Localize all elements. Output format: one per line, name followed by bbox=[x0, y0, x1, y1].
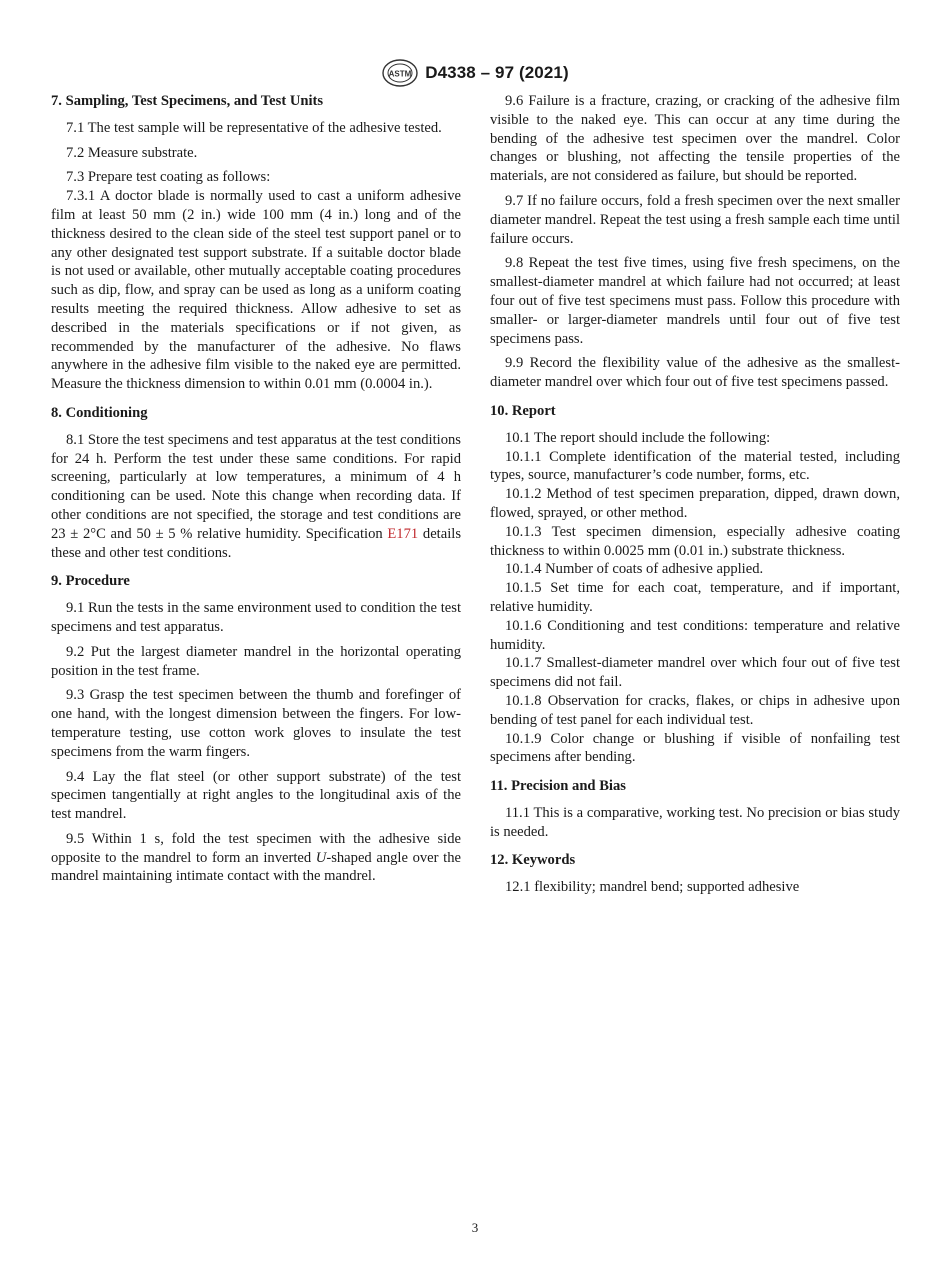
paragraph: 9.4 Lay the flat steel (or other support substrate) of the test specimen tangentially at right angles to the longitudinal axis of the test mandrel. bbox=[51, 768, 461, 823]
section-heading: 9. Procedure bbox=[51, 573, 130, 590]
section-heading: 10. Report bbox=[490, 402, 556, 419]
left-column bbox=[51, 92, 461, 886]
paragraph: 9.6 Failure is a fracture, crazing, or cracking of the adhesive film visible to the naked eye. This can occur at any time during the bending of the adhesive test specimen over the mandrel. Color changes or blushing, not affecting the tensile properties of the materials, are not considered as failure, but should be reported. bbox=[490, 93, 900, 185]
paragraph: 9.7 If no failure occurs, fold a fresh specimen over the next smaller diameter mandrel. Repeat the test using a fresh sample each time until failure occurs. bbox=[490, 192, 900, 247]
section-heading: 12. Keywords bbox=[490, 852, 576, 869]
paragraph: 9.8 Repeat the test five times, using five fresh specimens, on the smallest-diameter mandrel at which failure had not occurred; at least four out of five test specimens must pass. Follow this procedure with smaller- or larger-diameter mandrels until four out of five test specimens pass. bbox=[490, 255, 900, 347]
paragraph: 11.1 This is a comparative, working test. No precision or bias study is needed. bbox=[490, 804, 900, 840]
paragraph: 9.1 Run the tests in the same environment used to condition the test specimens and test apparatus. bbox=[51, 600, 461, 635]
paragraph: 10.1.4 Number of coats of adhesive applied. bbox=[505, 561, 764, 578]
paragraph: 10.1.3 Test specimen dimension, especially adhesive coating thickness to within 0.0025 mm (0.01 in.) substrate thickness. bbox=[490, 523, 900, 559]
paragraph: 10.1.6 Conditioning and test conditions: temperature and relative humidity. bbox=[490, 617, 900, 653]
paragraph: 7.3 Prepare test coating as follows: bbox=[66, 169, 271, 186]
page-header bbox=[0, 58, 950, 93]
section-heading: 8. Conditioning bbox=[51, 404, 148, 421]
paragraph: 9.3 Grasp the test specimen between the thumb and forefinger of one hand, with the longest dimension between the fingers. For low-temperature testing, use cotton work gloves to insulate the test specimens from the warm fingers. bbox=[51, 687, 461, 760]
page-number: 3 bbox=[471, 1220, 479, 1235]
astm-logo-icon bbox=[381, 58, 419, 88]
document-designation: D4338 – 97 (2021) bbox=[425, 63, 569, 82]
right-column bbox=[490, 92, 900, 897]
paragraph: 7.2 Measure substrate. bbox=[66, 144, 198, 161]
paragraph: 8.1 Store the test specimens and test apparatus at the test conditions for 24 h. Perform the test under these same conditions. For rapid screening, particularly at low temperatures, a minimum of 4 h conditioning can be used. Note this change when recording data. If other conditions are not specified, the storage and test conditions are 23 ± 2°C and 50 ± 5 % relative humidity. Specification E171 details these and other test conditions. bbox=[51, 431, 461, 561]
paragraph: 10.1.5 Set time for each coat, temperature, and if important, relative humidity. bbox=[490, 580, 900, 615]
paragraph: 10.1.7 Smallest-diameter mandrel over which four out of five test specimens did not fail. bbox=[490, 655, 900, 691]
paragraph: 10.1.8 Observation for cracks, flakes, or chips in adhesive upon bending of test panel for each individual test. bbox=[490, 692, 900, 728]
section-heading: 11. Precision and Bias bbox=[490, 778, 626, 795]
paragraph: 7.1 The test sample will be representative of the adhesive tested. bbox=[66, 119, 442, 136]
section-heading: 7. Sampling, Test Specimens, and Test Units bbox=[51, 93, 324, 109]
paragraph: 12.1 flexibility; mandrel bend; supported adhesive bbox=[505, 879, 800, 896]
paragraph: 10.1.2 Method of test specimen preparation, dipped, drawn down, flowed, sprayed, or other method. bbox=[490, 486, 900, 521]
paragraph: 9.2 Put the largest diameter mandrel in the horizontal operating position in the test frame. bbox=[51, 643, 461, 679]
standard-reference-link[interactable]: E171 bbox=[387, 525, 419, 542]
paragraph: 10.1 The report should include the following: bbox=[505, 429, 771, 446]
paragraph: 9.9 Record the flexibility value of the adhesive as the smallest-diameter mandrel over which four out of five test specimens passed. bbox=[490, 355, 900, 391]
paragraph: 9.5 Within 1 s, fold the test specimen with the adhesive side opposite to the mandrel to form an inverted U-shaped angle over the mandrel maintaining intimate contact with the mandrel. bbox=[51, 830, 461, 885]
paragraph: 7.3.1 A doctor blade is normally used to cast a uniform adhesive film at least 50 mm (2 in.) wide 100 mm (4 in.) long and of the thickness desired to the clean side of the steel test support panel or to any other designated test support substrate. If a suitable doctor blade is not used or available, other mutually acceptable coating procedures such as dip, flow, and spray can be used as long as a uniform coating results meeting the required thickness. Allow adhesive to set as described in the materials specifications or if not given, as recommended by the manufacturer of the adhesive. No flaws anywhere in the adhesive film visible to the naked eye are permitted. Measure the thickness dimension to within 0.01 mm (0.0004 in.). bbox=[51, 188, 461, 393]
paragraph: 10.1.1 Complete identification of the material tested, including types, source, manufacturer’s code number, forms, etc. bbox=[490, 448, 900, 484]
svg-text:ASTM: ASTM bbox=[388, 69, 412, 79]
paragraph: 10.1.9 Color change or blushing if visible of nonfailing test specimens after bending. bbox=[490, 730, 900, 766]
